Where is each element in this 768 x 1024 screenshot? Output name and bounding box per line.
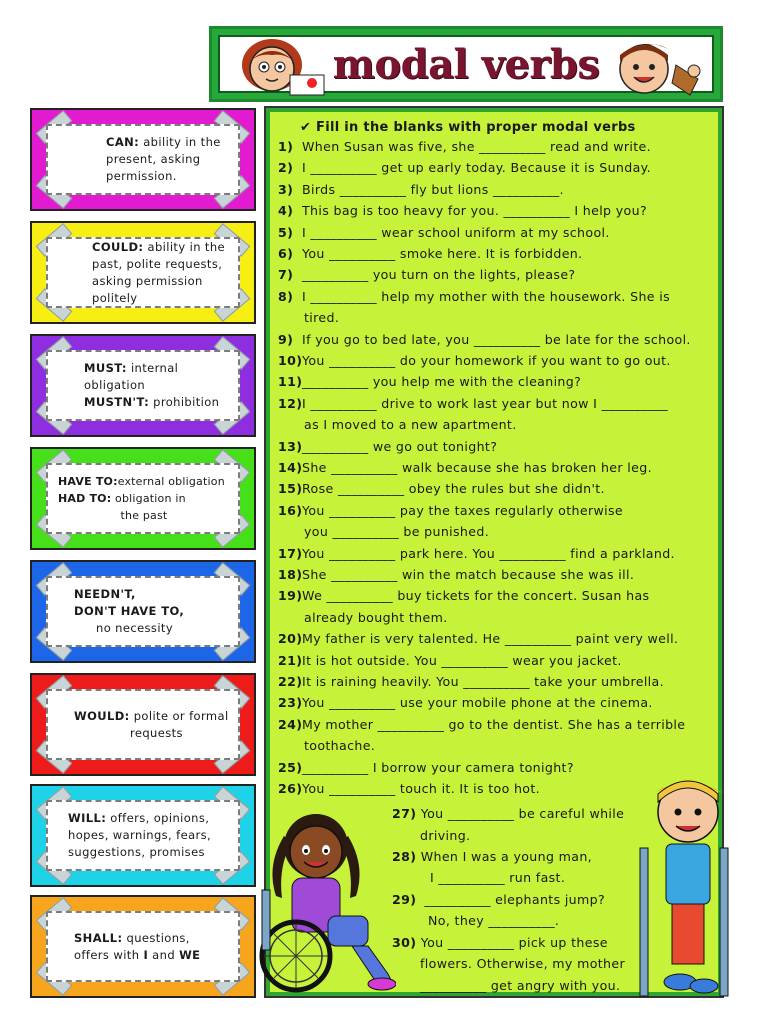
question-item — [278, 396, 668, 411]
term-neednt: NEEDN'T, — [74, 587, 136, 601]
card-label — [46, 576, 240, 647]
question-text: My mother __________ go to the dentist. She has a terrible — [302, 717, 686, 732]
question-number: 24) — [278, 717, 303, 732]
question-item — [278, 674, 664, 689]
term-we: WE — [179, 947, 201, 962]
question-text: Birds __________ fly but lions __________. — [302, 182, 564, 197]
question-number: 11) — [278, 374, 303, 389]
card-will — [30, 784, 256, 887]
card-label — [46, 350, 240, 421]
question-item — [278, 781, 540, 796]
question-item — [278, 481, 605, 496]
question-item — [278, 588, 649, 603]
term-must: MUST: — [84, 361, 127, 375]
question-item — [278, 760, 574, 775]
question-30-cont: flowers. Otherwise, my mother — [420, 956, 625, 971]
question-continuation: already bought them. — [304, 610, 448, 625]
card-have-to — [30, 447, 256, 550]
question-number: 9) — [278, 332, 294, 347]
definition-must: internal obligation — [84, 361, 179, 392]
question-text: You __________ pay the taxes regularly otherwise — [302, 503, 623, 518]
question-number: 22) — [278, 674, 303, 689]
question-item — [278, 503, 623, 518]
question-continuation: toothache. — [304, 738, 376, 753]
question-number: 4) — [278, 203, 294, 218]
question-number: 21) — [278, 653, 303, 668]
definition-shall: questions, offers with — [74, 930, 190, 962]
question-item — [278, 289, 670, 304]
question-28: 28) When I was a young man, — [392, 849, 593, 864]
question-number: 14) — [278, 460, 303, 475]
card-label — [46, 800, 240, 871]
card-neednt — [30, 560, 256, 663]
question-text: __________ I borrow your camera tonight? — [302, 760, 574, 775]
question-item — [278, 653, 622, 668]
term-had-to: HAD TO: — [58, 492, 112, 505]
term-dont-have-to: DON'T HAVE TO, — [74, 604, 185, 618]
question-text: If you go to bed late, you __________ be late for the school. — [302, 332, 691, 347]
question-28-cont: I __________ run fast. — [430, 870, 566, 885]
term-shall: SHALL: — [74, 930, 123, 945]
question-number: 23) — [278, 695, 303, 710]
term-will: WILL: — [68, 811, 107, 825]
term-could: COULD: — [92, 239, 144, 254]
question-number: 12) — [278, 396, 303, 411]
question-text: Rose __________ obey the rules but she didn't. — [302, 481, 605, 496]
question-item — [278, 203, 647, 218]
question-text: This bag is too heavy for you. __________ I help you? — [302, 203, 647, 218]
question-item — [278, 139, 651, 154]
question-number: 8) — [278, 289, 294, 304]
question-text: It is raining heavily. You __________ take your umbrella. — [302, 674, 664, 689]
question-text: I __________ help my mother with the housework. She is — [302, 289, 671, 304]
instruction-text: ✔ Fill in the blanks with proper modal verbs — [300, 120, 636, 135]
question-item — [278, 717, 685, 732]
question-number: 19) — [278, 588, 303, 603]
definition-will: offers, opinions, hopes, warnings, fears, suggestions, promises — [68, 811, 212, 859]
question-text: My father is very talented. He __________ paint very well. — [302, 631, 679, 646]
definition-had-to-cont: the past — [120, 509, 168, 522]
question-text: You __________ park here. You __________ find a parkland. — [302, 546, 675, 561]
question-text: We __________ buy tickets for the concert. Susan has — [302, 588, 650, 603]
question-item — [278, 695, 653, 710]
question-number: 2) — [278, 160, 294, 175]
question-number: 13) — [278, 439, 303, 454]
question-continuation: tired. — [304, 310, 340, 325]
question-30: 30) You __________ pick up these — [392, 935, 608, 950]
question-text: You __________ do your homework if you want to go out. — [302, 353, 671, 368]
question-number: 7) — [278, 267, 294, 282]
question-item — [278, 225, 610, 240]
question-text: You __________ smoke here. It is forbidden. — [302, 246, 583, 261]
question-number: 5) — [278, 225, 294, 240]
question-item — [278, 631, 678, 646]
question-text: __________ you turn on the lights, please? — [302, 267, 576, 282]
card-must — [30, 334, 256, 437]
question-number: 1) — [278, 139, 294, 154]
term-can: CAN: — [106, 135, 140, 149]
definition-had-to: obligation in — [111, 492, 186, 505]
question-continuation: you __________ be punished. — [304, 524, 490, 539]
term-have-to: HAVE TO: — [58, 475, 118, 488]
question-item — [278, 439, 497, 454]
card-label — [46, 911, 240, 982]
question-29-cont: No, they __________. — [428, 913, 560, 928]
question-text: __________ we go out tonight? — [302, 439, 498, 454]
question-item — [278, 353, 671, 368]
definition-can: ability in the present, asking permission. — [106, 135, 221, 183]
card-label — [46, 463, 240, 534]
definition-neednt: no necessity — [96, 621, 174, 635]
question-text: __________ you help me with the cleaning? — [302, 374, 582, 389]
question-item — [278, 332, 691, 347]
card-shall — [30, 895, 256, 998]
question-item — [278, 374, 581, 389]
question-number: 25) — [278, 760, 303, 775]
question-text: I __________ get up early today. Because it is Sunday. — [302, 160, 652, 175]
question-continuation: as I moved to a new apartment. — [304, 417, 517, 432]
question-number: 26) — [278, 781, 303, 796]
card-label — [46, 124, 240, 195]
definition-would: polite or formal — [129, 708, 229, 723]
question-item — [278, 160, 651, 175]
term-i: I — [143, 947, 149, 962]
card-could — [30, 221, 256, 324]
question-27: 27) You __________ be careful while — [392, 806, 625, 821]
card-can — [30, 108, 256, 211]
question-text: I __________ wear school uniform at my school. — [302, 225, 610, 240]
question-text: You __________ use your mobile phone at the cinema. — [302, 695, 653, 710]
definition-have-to: external obligation — [117, 475, 225, 488]
header-banner — [209, 26, 723, 102]
term-would: WOULD: — [74, 708, 130, 723]
question-text: You __________ touch it. It is too hot. — [302, 781, 541, 796]
header-inner — [218, 35, 714, 93]
question-number: 15) — [278, 481, 303, 496]
question-item — [278, 246, 583, 261]
definition-could: ability in the past, polite requests, asking permission politely — [92, 239, 226, 305]
question-item — [278, 546, 675, 561]
question-number: 18) — [278, 567, 303, 582]
boy-crutches-illustration — [636, 772, 740, 998]
question-text: She __________ walk because she has broken her leg. — [302, 460, 652, 475]
question-number: 3) — [278, 182, 294, 197]
question-27-cont: driving. — [420, 828, 471, 843]
question-text: I __________ drive to work last year but now I __________ — [302, 396, 669, 411]
definition-shall-and: and — [148, 947, 180, 962]
question-30-cont2: __________ get angry with you. — [420, 978, 621, 993]
girl-wheelchair-illustration — [256, 806, 396, 996]
question-number: 17) — [278, 546, 303, 561]
question-number: 6) — [278, 246, 294, 261]
question-29: 29) __________ elephants jump? — [392, 892, 606, 907]
question-number: 16) — [278, 503, 303, 518]
boy-face-illustration — [598, 35, 708, 99]
question-number: 10) — [278, 353, 303, 368]
card-label — [46, 689, 240, 760]
question-item — [278, 267, 575, 282]
question-item — [278, 182, 564, 197]
question-text: It is hot outside. You __________ wear you jacket. — [302, 653, 622, 668]
question-item — [278, 567, 634, 582]
question-text: When Susan was five, she __________ read and write. — [302, 139, 651, 154]
card-label — [46, 237, 240, 308]
card-would — [30, 673, 256, 776]
question-text: She __________ win the match because she was ill. — [302, 567, 635, 582]
question-number: 20) — [278, 631, 303, 646]
definition-mustnt: prohibition — [149, 395, 220, 409]
page-title: modal verbs — [332, 41, 600, 88]
question-item — [278, 460, 652, 475]
term-mustnt: MUSTN'T: — [84, 395, 150, 409]
definition-would-cont: requests — [130, 725, 183, 740]
